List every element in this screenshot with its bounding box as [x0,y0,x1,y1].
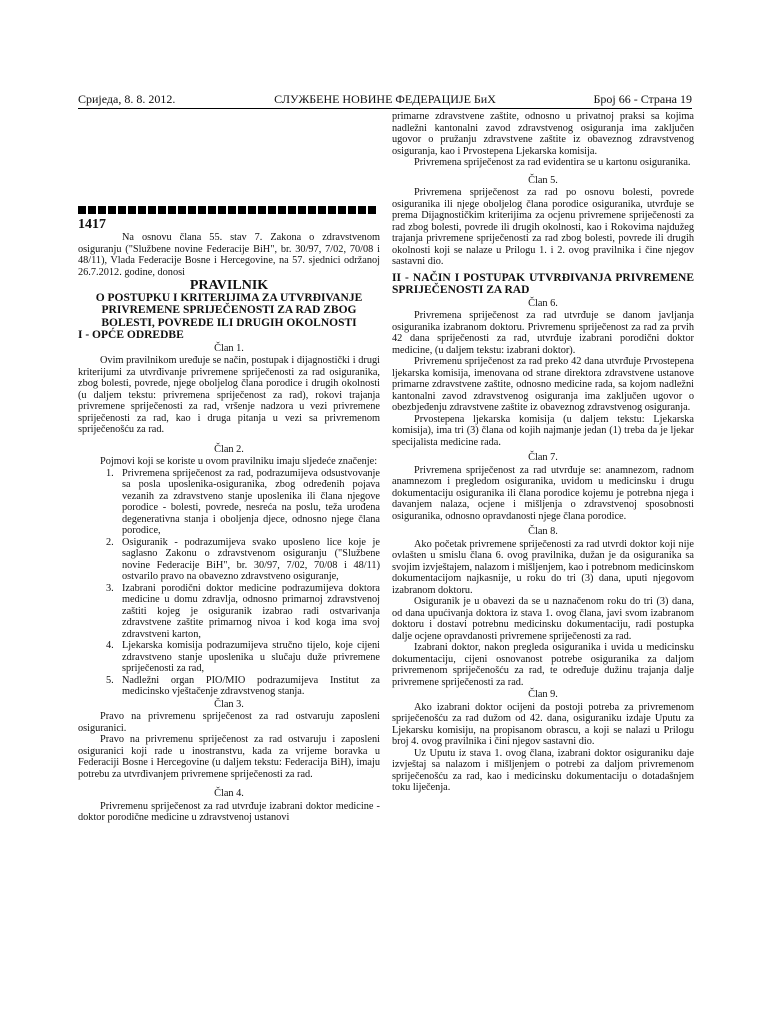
article-5-heading: Član 5. [528,174,558,186]
left-column [78,111,380,824]
intro-paragraph: Na osnovu člana 55. stav 7. Zakona o zdravstvenom osiguranju ("Službene novine Federacije BiH", br. 30/97, 7/02, 70/08 i 48/11), Vlada Federacije Bosne i Hercegovine, na 57. sjednici održanoj 26.7.2012. godine, donosi [78,232,380,278]
article-6-paragraph-2: Privremenu spriječenost za rad preko 42 dana utvrđuje Prvostepena ljekarska komisija, imenovana od strane direktora zdravstvene ustanove primarne zdravstvene zaštite, odnosno medicine rada, sa kojom nadležni kantonalni zavod zdravstvenog osiguranja ima zaključen ugovor o obezbjeđenju zdravstvene zaštite iz obaveznog zdravstvenog osiguranja. [392,356,694,413]
article-3-paragraph-1: Pravo na privremenu spriječenost za rad ostvaruju zaposleni osiguranici. [78,711,380,734]
article-1-text: Ovim pravilnikom uređuje se način, postupak i dijagnostički i drugi kriterijumi za utvrđivanje privremene spriječenosti za rad osiguranika, zbog bolesti, povrede, njege oboljelog člana porodice i drugih okolnosti (u daljem tekstu: privremena spriječenost za rad), rokovi trajanja privremene spriječenosti za rad, vršenje nadzora u vezi privremene spriječenosti za rad, kao i druga pitanja u vezi sa privremenom spriječenošću za rad. [78,355,380,435]
article-2-heading: Član 2. [214,443,244,455]
section-heading-2: II - NAČIN I POSTUPAK UTVRĐIVANJA PRIVREMENE SPRIJEČENOSTI ZA RAD [392,271,694,296]
header-rule [78,108,692,109]
article-7-text: Privremena spriječenost za rad utvrđuje se: anamnezom, radnom anamnezom i pregledom osiguranika, uvidom u medicinsku i drugu dokumentaciju osiguranika ili člana porodice kojemu je potrebna njega i davanjem nalaza, ocjene i mišljenja o zdravstvenoj sposobnosti osiguranika, odnosno opravdanosti njege člana porodice. [392,464,694,522]
article-8-paragraph-3: Izabrani doktor, nakon pregleda osiguranika i uvida u medicinsku dokumentaciju, cijeni osnovanost potrebe osiguranika za daljom privremenom spriječenošću za rad, te određuje dužinu trajanja dalje privremene spriječenosti za rad. [392,642,694,688]
article-4-heading: Član 4. [214,788,244,799]
section-heading-1: I - OPĆE ODREDBE [78,329,184,341]
article-6-paragraph-3: Prvostepena ljekarska komisija (u daljem tekstu: Ljekarska komisija), ima tri (3) člana od kojih najmanje jedan (1) treba da je ljekar specijalista medicine rada. [392,413,694,448]
list-item: 3. Izabrani porodični doktor medicine podrazumijeva doktora medicine u domu zdravlja, odnosno primarnoj zdravstvenoj zaštiti kojeg je osiguranik izabrao radi ostvarivanja zdravstvene zaštite primarnog nivoa i kod koga ima svoj zdravstveni karton, [106,582,380,640]
article-6-heading: Član 6. [528,297,558,309]
issue-date: Сриједа, 8. 8. 2012. [78,92,176,106]
article-7-heading: Član 7. [528,452,558,463]
article-3-heading: Član 3. [214,698,244,710]
definitions-list [78,468,380,698]
page-header [78,92,692,108]
article-8-paragraph-2: Osiguranik je u obavezi da se u naznačenom roku do tri (3) dana, od dana upućivanja doktora iz stava 1. ovog člana, javi svom izabranom doktoru i dostavi potrebnu medicinsku dokumentaciju, radi postupka dalje ocjene opravdanosti privremene spriječenosti za rad. [392,596,694,642]
article-1-heading: Član 1. [214,342,244,354]
list-item: 2. Osiguranik - podrazumijeva svako uposleno lice koje je saglasno Zakonu o zdravstvenom osiguranju ("Službene novine Federacije BiH", br. 30/97, 7/02, 70/08 i 48/11) ostvarilo pravo na obavezno zdravstveno osiguranje, [106,536,380,582]
list-item: 1. Privremena spriječenost za rad, podrazumijeva odsustvovanje sa posla uposlenika-osiguranika, zbog određenih pojava vezanih za zdravstveno stanje uposlenika ili člana njegove porodice - bolesti, povrede, nesreća na poslu, teža urođena degenerativna stanja i oboljenja djece, odnosno njege člana porodice, [106,467,380,536]
article-9-heading: Član 9. [528,689,558,700]
article-4-text: Privremenu spriječenost za rad utvrđuje izabrani doktor medicine - doktor porodične medicine u zdravstvenoj ustanovi [78,800,380,823]
document-title: PRAVILNIK [189,278,269,293]
list-item: 4. Ljekarska komisija podrazumijeva stručno tijelo, koje cijeni zdravstveno stanje uposlenika u slučaju duže privremene spriječenosti za rad, [106,640,380,674]
article-4-continuation: primarne zdravstvene zaštite, odnosno u privatnoj praksi sa kojima nadležni kantonalni zavod zdravstvenog osiguranja ima zaključen ugovor o pružanju zdravstvene zaštite iz obaveznog zdravstvenog osiguranja, kao i Prvostepena Ljekarska komisija. [392,111,694,157]
article-6-paragraph-1: Privremena spriječenost za rad utvrđuje se danom javljanja osiguranika izabranom doktoru. Privremenu spriječenost za rad za prvih 42 dana spriječenosti za rad, utvrđuje izabrani porodični doktor medicine, (u daljem tekstu: izabrani doktor). [392,310,694,356]
right-column [392,111,694,794]
article-8-paragraph-1: Ako početak privremene spriječenosti za rad utvrdi doktor koji nije ovlašten u smislu člana 6. ovog pravilnika, dužan je da osiguranika sa svojim izvještajem, nalazom i mišljenjem, kao i potrebnom medicinskom dokumentacijom najkasnije, u roku do tri (3) dana, uputi njegovom izabranom doktoru. [392,538,694,596]
article-5-text: Privremena spriječenost za rad po osnovu bolesti, povrede osiguranika ili njege oboljelog člana porodice osiguranika, utvrđuje se prema Dijagnostičkim kriterijima za ocjenu privremene spriječenosti za rad zbog bolesti, povrede ili drugih okolnosti, kao i Rokovima najdužeg trajanja privremene spriječenosti za rad zbog bolesti, povrede ili drugih okolnosti koji se nalaze u Prilogu 1. i 2. ovog pravilnika i čine njegov sastavni dio. [392,187,694,267]
document-number: 1417 [78,217,106,232]
list-item: 5. Nadležni organ PIO/MIO podrazumijeva Institut za medicinsko vještačenje zdravstvenog stanja. [106,674,380,697]
document-subtitle: O POSTUPKU I KRITERIJIMA ZA UTVRĐIVANJE PRIVREMENE SPRIJEČENOSTI ZA RAD ZBOG BOLESTI, POVREDE ILI DRUGIH OKOLNOSTI [95,291,363,329]
separator-squares [78,206,380,218]
article-8-heading: Član 8. [528,526,558,537]
issue-page-number: Број 66 - Страна 19 [593,92,692,106]
article-3-paragraph-2: Pravo na privremenu spriječenost za rad ostvaruju i zaposleni osiguranici koji rade u inostranstvu, kada za vrijeme boravka u Federaciji Bosne i Hercegovine (u daljem tekstu: Federacija BiH), imaju potrebu za utvrđivanjem privremene spriječenosti za rad. [78,734,380,780]
article-9-paragraph-1: Ako izabrani doktor ocijeni da postoji potreba za privremenom spriječenošću za rad dužom od 42. dana, osiguraniku izdaje Uputu za Ljekarsku komisiju, na propisanom obrascu, a koji se nalazi u Prilogu broj 4. ovog pravilnika i čini njegov sastavni dio. [392,701,694,747]
article-4-paragraph-2: Privremena spriječenost za rad evidentira se u kartonu osiguranika. [414,157,691,168]
newspaper-title: СЛУЖБЕНЕ НОВИНЕ ФЕДЕРАЦИЈЕ БиХ [274,92,496,106]
article-2-text: Pojmovi koji se koriste u ovom pravilniku imaju sljedeće značenje: [100,456,378,467]
article-9-paragraph-2: Uz Uputu iz stava 1. ovog člana, izabrani doktor osiguraniku daje izvještaj sa nalazom i mišljenjem o potrebi za daljom privremenom spriječenošću za rad, kao i medicinsku dokumentaciju o dotadašnjem toku liječenja. [392,747,694,793]
